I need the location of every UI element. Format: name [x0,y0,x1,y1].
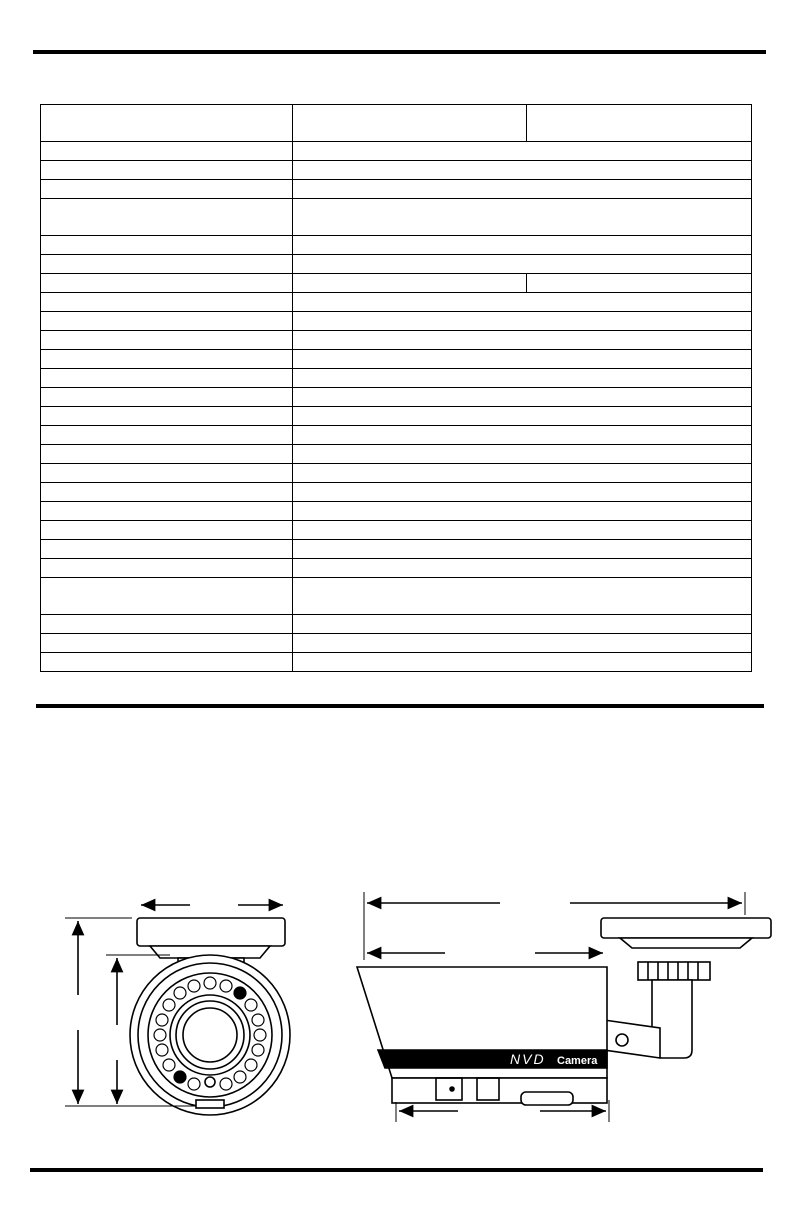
focus-knob [521,1092,573,1105]
front-view-drawing [65,905,290,1115]
brand-logo: NVD [510,1051,546,1067]
side-view-drawing [357,892,771,1122]
bottom-rule [30,1168,763,1172]
brand-word: Camera [557,1055,598,1067]
